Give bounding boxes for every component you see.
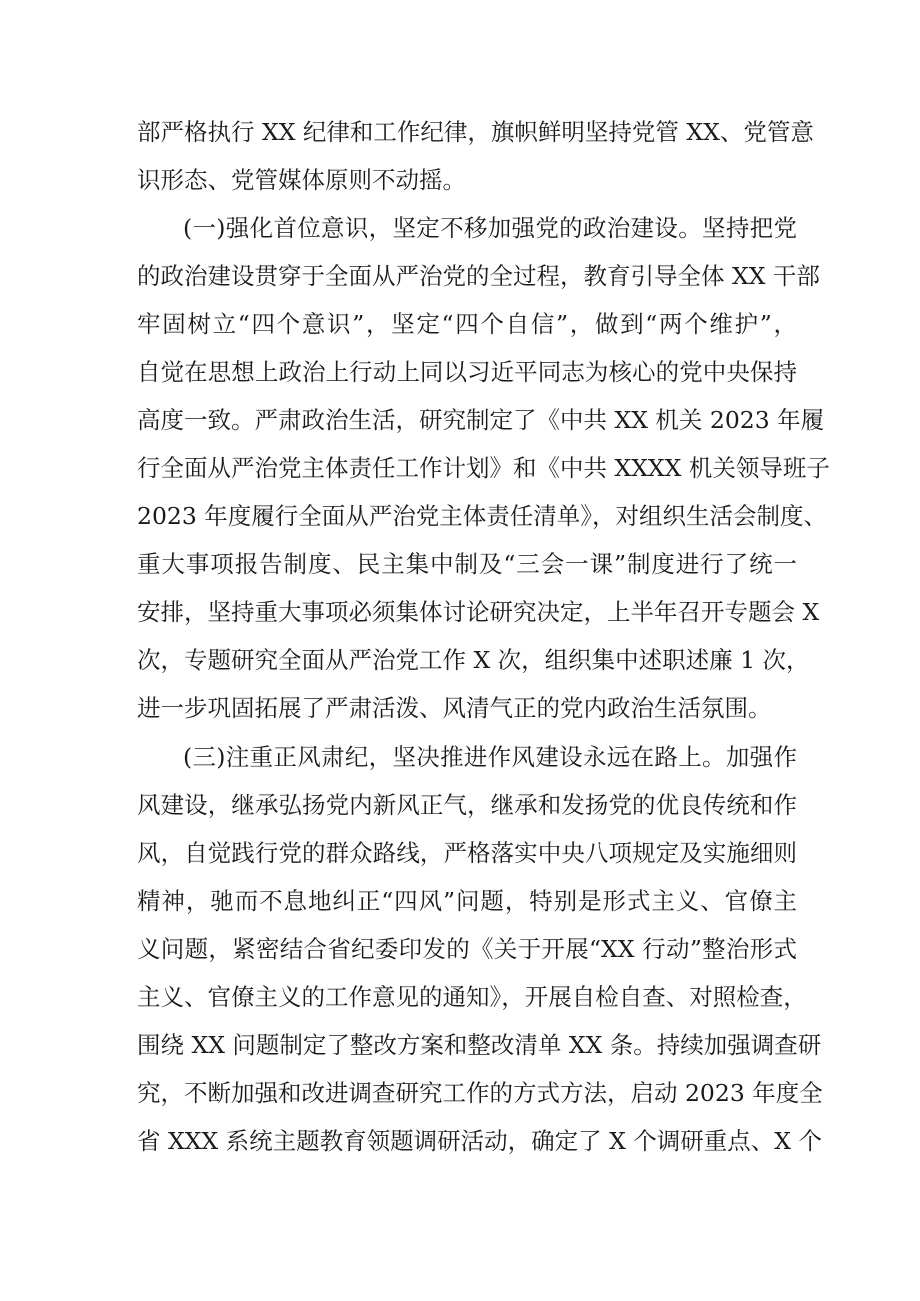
text-line: 次，专题研究全面从严治党工作 X 次，组织集中述职述廉 1 次， [137,646,810,674]
text-line: 进一步巩固拓展了严肃活泼、风清气正的党内政治生活氛围。 [137,694,772,722]
text-line: 高度一致。严肃政治生活，研究制定了《中共 XX 机关 2023 年履 [137,406,825,434]
paragraph-heading-line: (一)强化首位意识，坚定不移加强党的政治建设。坚持把党 [183,214,797,242]
text-line: 部严格执行 XX 纪律和工作纪律，旗帜鲜明坚持党管 XX、党管意 [137,118,814,146]
text-line: 省 XXX 系统主题教育领题调研活动，确定了 X 个调研重点、X 个 [137,1127,822,1155]
text-line: 牢固树立“四个意识”，坚定“四个自信”，做到“两个维护”， [137,310,797,338]
text-line: 精神，驰而不息地纠正“四风”问题，特别是形式主义、官僚主 [137,887,797,915]
text-line: 自觉在思想上政治上行动上同以习近平同志为核心的党中央保持 [137,358,797,386]
text-line: 风，自觉践行党的群众路线，严格落实中央八项规定及实施细则 [137,839,797,867]
text-line: 风建设，继承弘扬党内新风正气，继承和发扬党的优良传统和作 [137,791,797,819]
text-line: 重大事项报告制度、民主集中制及“三会一课”制度进行了统一 [137,550,797,578]
text-line: 围绕 XX 问题制定了整改方案和整改清单 XX 条。持续加强调查研 [137,1031,822,1059]
text-line: 2023 年度履行全面从严治党主体责任清单》，对组织生活会制度、 [137,502,828,530]
text-line: 究，不断加强和改进调查研究工作的方式方法，启动 2023 年度全 [137,1079,823,1107]
text-line: 识形态、党管媒体原则不动摇。 [137,166,466,194]
text-line: 主义、官僚主义的工作意见的通知》，开展自检自查、对照检查， [137,983,807,1011]
text-line: 义问题，紧密结合省纪委印发的《关于开展“XX 行动”整治形式 [137,935,797,963]
text-line: 行全面从严治党主体责任工作计划》和《中共 XXXX 机关领导班子 [137,454,830,482]
text-line: 的政治建设贯穿于全面从严治党的全过程，教育引导全体 XX 干部 [137,262,820,290]
text-line: 安排，坚持重大事项必须集体讨论研究决定，上半年召开专题会 X [137,598,820,626]
paragraph-heading-line: (三)注重正风肃纪，坚决推进作风建设永远在路上。加强作 [183,743,797,771]
